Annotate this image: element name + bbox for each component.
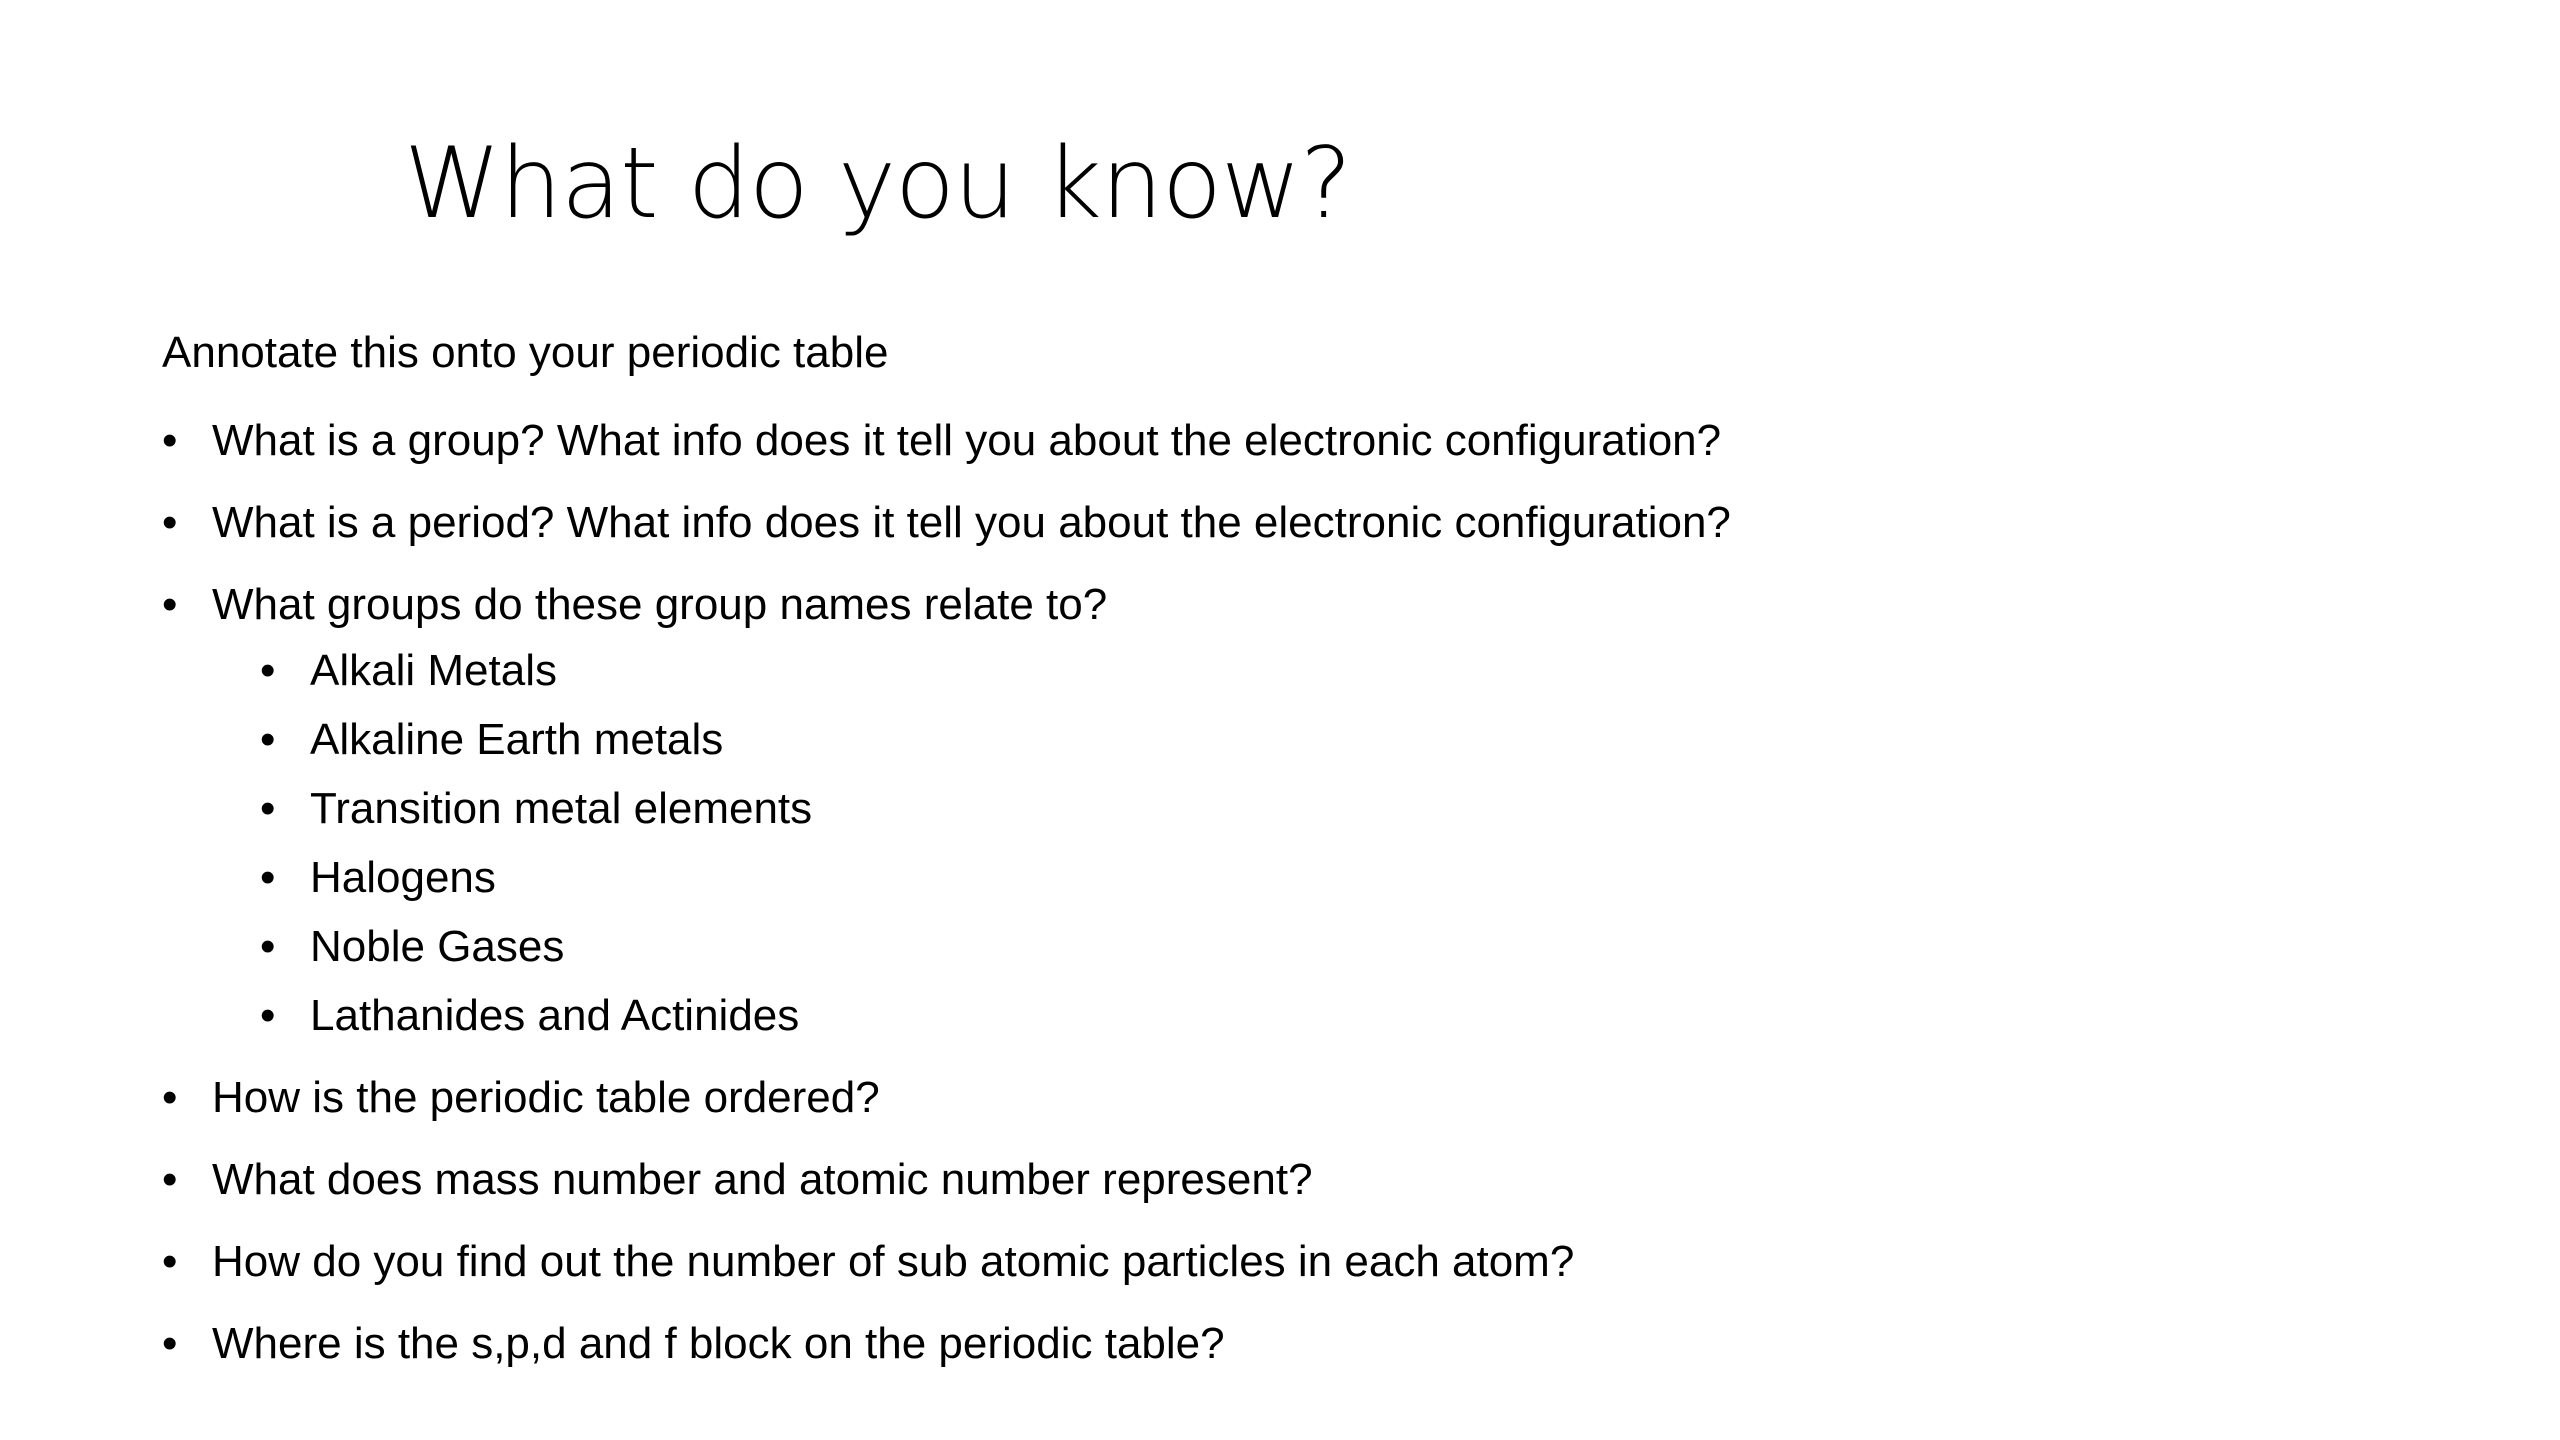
bullet-icon: • [260,715,276,764]
list-item [162,1147,2402,1213]
bullet-icon: • [260,853,276,902]
intro-text: Annotate this onto your periodic table [162,328,889,377]
list-item [162,1311,2402,1377]
bullet-icon: • [162,498,178,547]
question-text: What is a period? What info does it tell you about the electronic configuration? [212,498,1731,547]
bullet-icon: • [162,1237,178,1286]
list-item [162,1065,2402,1131]
question-text: How do you find out the number of sub atomic particles in each atom? [212,1237,1575,1286]
bullet-icon: • [260,991,276,1040]
bullet-icon: • [162,1073,178,1122]
group-name-text: Lathanides and Actinides [310,991,800,1040]
group-name-text: Alkali Metals [310,646,557,695]
list-item [162,408,2402,474]
bullet-icon: • [260,784,276,833]
list-item [162,1229,2402,1295]
bullet-icon: • [162,1155,178,1204]
question-text: How is the periodic table ordered? [212,1073,880,1122]
sub-list-item [260,638,2402,704]
group-name-list [260,638,2402,1049]
bullet-icon: • [162,1319,178,1368]
bullet-icon: • [260,646,276,695]
slide-title: What do you know? [404,127,1352,241]
question-text: Where is the s,p,d and f block on the periodic table? [212,1319,1225,1368]
list-item [162,572,2402,1049]
sub-list-item [260,983,2402,1049]
list-item [162,490,2402,556]
sub-list-item [260,845,2402,911]
sub-list-item [260,776,2402,842]
question-text: What does mass number and atomic number represent? [212,1155,1313,1204]
slide-body [162,320,2402,1393]
group-name-text: Halogens [310,853,496,902]
sub-list-item [260,914,2402,980]
bullet-icon: • [260,922,276,971]
group-name-text: Alkaline Earth metals [310,715,724,764]
group-name-text: Noble Gases [310,922,565,971]
bullet-icon: • [162,580,178,629]
group-name-text: Transition metal elements [310,784,813,833]
question-text: What groups do these group names relate to? [212,580,1108,629]
question-list [162,408,2402,1377]
sub-list-item [260,707,2402,773]
bullet-icon: • [162,416,178,465]
question-text: What is a group? What info does it tell you about the electronic configuration? [212,416,1722,465]
